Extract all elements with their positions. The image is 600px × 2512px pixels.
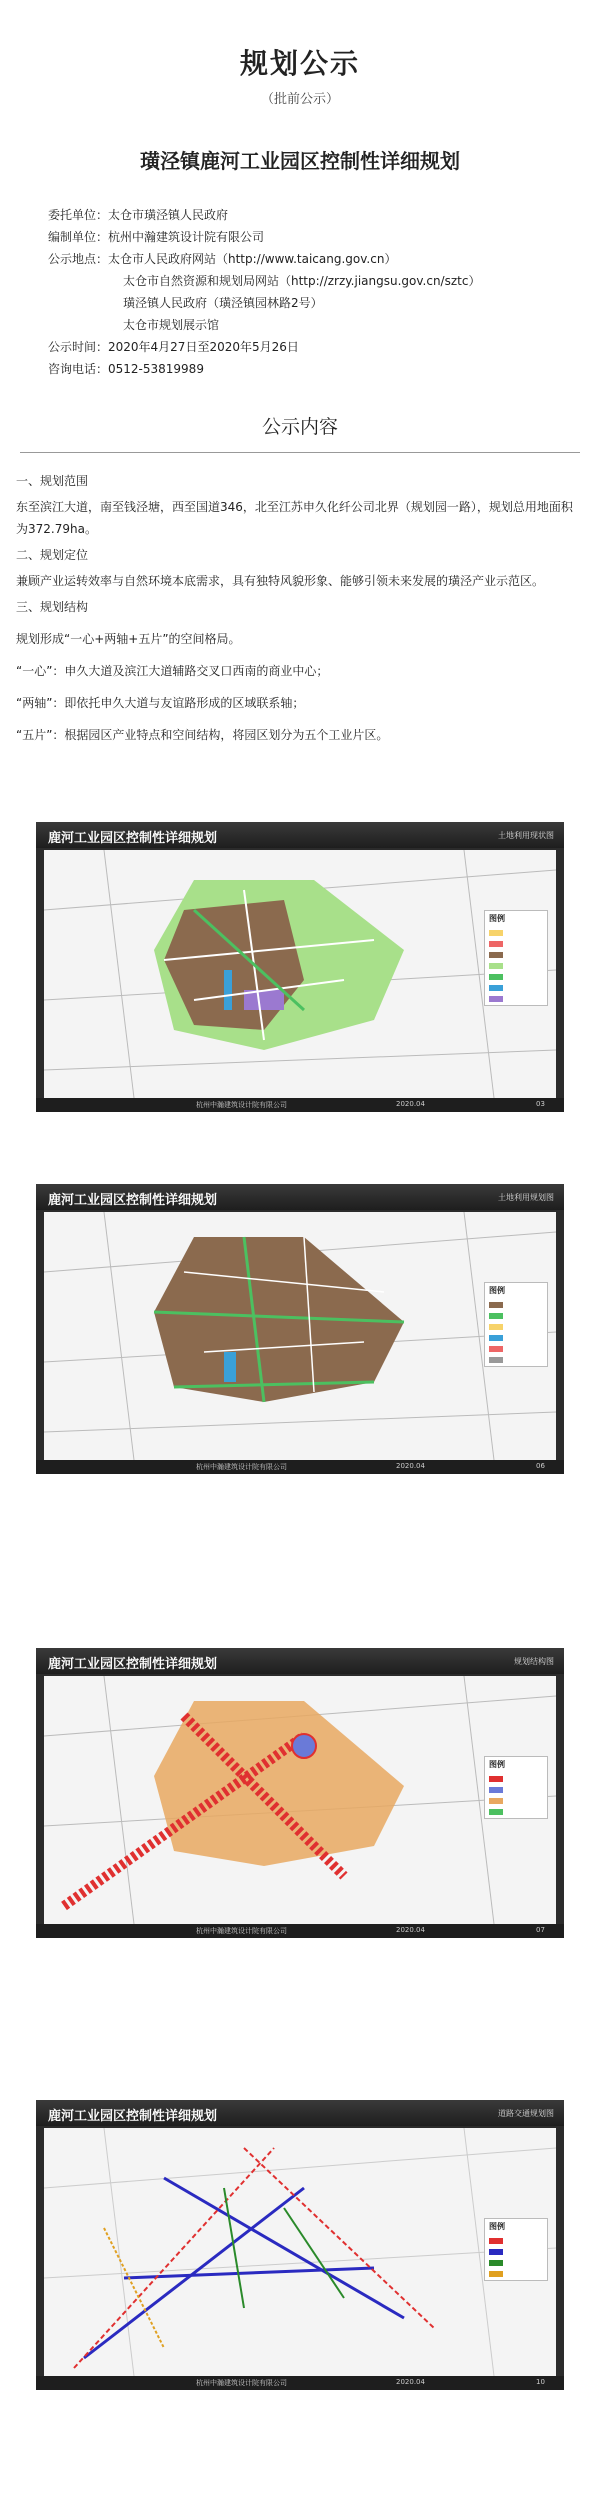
venue-line-2: 太仓市自然资源和规划局网站（http://zrzy.jiangsu.gov.cn/sztc） [123, 274, 481, 288]
s2-text: 兼顾产业运转效率与自然环境本底需求，具有独特风貌形象、能够引领未来发展的璜泾产业示范区。 [16, 574, 545, 588]
map-date: 2020.04 [396, 1462, 425, 1470]
legend-swatch [489, 1346, 503, 1352]
s1-text: 东至滨江大道，南至钱泾塘，西至国道346，北至江苏申久化纤公司北界（规划园一路），规划总用地面积为372.79ha。 [16, 500, 573, 536]
legend-swatch [489, 974, 503, 980]
s3-zones: “五片”：根据园区产业特点和空间结构，将园区划分为五个工业片区。 [16, 728, 389, 742]
legend-swatch [489, 1357, 503, 1363]
map-title: 鹿河工业园区控制性详细规划 [48, 1193, 218, 1208]
phone-line: 咨询电话：0512-53819989 [48, 362, 204, 376]
legend-title: 图例 [489, 914, 505, 923]
legend-swatch [489, 941, 503, 947]
s3-text: 规划形成“一心+两轴+五片”的空间格局。 [16, 632, 241, 646]
map-footer: 杭州中瀚建筑设计院有限公司 [196, 1101, 287, 1109]
plan-title: 璜泾镇鹿河工业园区控制性详细规划 [140, 149, 460, 173]
legend-swatch [489, 1313, 503, 1319]
legend-swatch [489, 1809, 503, 1815]
legend-swatch [489, 1335, 503, 1341]
designer-line: 编制单位：杭州中瀚建筑设计院有限公司 [48, 230, 265, 244]
section-title: 公示内容 [261, 416, 338, 438]
map-drawing [44, 2128, 556, 2376]
map-legend [484, 910, 548, 1006]
legend-swatch [489, 2260, 503, 2266]
s3-title: 三、规划结构 [16, 600, 89, 614]
legend-swatch [489, 1787, 503, 1793]
map-label: 土地利用现状图 [498, 831, 554, 840]
map-label: 规划结构图 [514, 1657, 554, 1666]
legend-swatch [489, 996, 503, 1002]
legend-swatch [489, 1324, 503, 1330]
map-canvas [44, 850, 556, 1098]
legend-title: 图例 [489, 1760, 505, 1769]
map-road-traffic [36, 2100, 564, 2390]
page-subtitle: （批前公示） [260, 92, 339, 107]
map-land-use-current [36, 822, 564, 1112]
map-canvas [44, 2128, 556, 2376]
divider [20, 452, 580, 453]
map-label: 道路交通规划图 [498, 2109, 554, 2118]
map-page: 10 [536, 2378, 545, 2386]
map-structure [36, 1648, 564, 1938]
map-page: 06 [536, 1462, 545, 1470]
legend-swatch [489, 2238, 503, 2244]
venue-line-4: 太仓市规划展示馆 [123, 318, 220, 332]
map-canvas [44, 1212, 556, 1460]
period-line: 公示时间：2020年4月27日至2020年5月26日 [48, 340, 299, 354]
map-footer: 杭州中瀚建筑设计院有限公司 [196, 1927, 287, 1935]
legend-swatch [489, 963, 503, 969]
map-title: 鹿河工业园区控制性详细规划 [48, 1657, 218, 1672]
map-drawing [44, 1212, 556, 1460]
page-title: 规划公示 [239, 47, 360, 80]
s2-title: 二、规划定位 [16, 548, 89, 562]
legend-swatch [489, 1302, 503, 1308]
legend-swatch [489, 1798, 503, 1804]
legend-title: 图例 [489, 1286, 505, 1295]
map-legend [484, 1282, 548, 1367]
map-drawing [44, 1676, 556, 1924]
legend-swatch [489, 2249, 503, 2255]
map-footer: 杭州中瀚建筑设计院有限公司 [196, 2379, 287, 2387]
map-legend [484, 2218, 548, 2281]
s3-axes: “两轴”：即依托申久大道与友谊路形成的区域联系轴； [16, 696, 305, 710]
map-land-use-plan [36, 1184, 564, 1474]
venue-line-1: 公示地点：太仓市人民政府网站（http://www.taicang.gov.cn） [48, 252, 397, 266]
map-title: 鹿河工业园区控制性详细规划 [48, 831, 218, 846]
legend-swatch [489, 1776, 503, 1782]
map-date: 2020.04 [396, 1926, 425, 1934]
map-footer: 杭州中瀚建筑设计院有限公司 [196, 1463, 287, 1471]
map-page: 07 [536, 1926, 545, 1934]
info-block [48, 204, 480, 380]
legend-swatch [489, 2271, 503, 2277]
legend-swatch [489, 952, 503, 958]
map-drawing [44, 850, 556, 1098]
s3-core: “一心”：申久大道及滨江大道辅路交叉口西南的商业中心； [16, 664, 329, 678]
s1-title: 一、规划范围 [16, 474, 89, 488]
client-line: 委托单位：太仓市璜泾镇人民政府 [48, 208, 229, 222]
map-label: 土地利用规划图 [498, 1193, 554, 1202]
legend-swatch [489, 930, 503, 936]
map-title: 鹿河工业园区控制性详细规划 [48, 2109, 218, 2124]
legend-swatch [489, 985, 503, 991]
map-page: 03 [536, 1100, 545, 1108]
legend-title: 图例 [489, 2222, 505, 2231]
map-date: 2020.04 [396, 2378, 425, 2386]
map-date: 2020.04 [396, 1100, 425, 1108]
map-legend [484, 1756, 548, 1819]
map-canvas [44, 1676, 556, 1924]
venue-line-3: 璜泾镇人民政府（璜泾镇园林路2号） [123, 296, 323, 310]
